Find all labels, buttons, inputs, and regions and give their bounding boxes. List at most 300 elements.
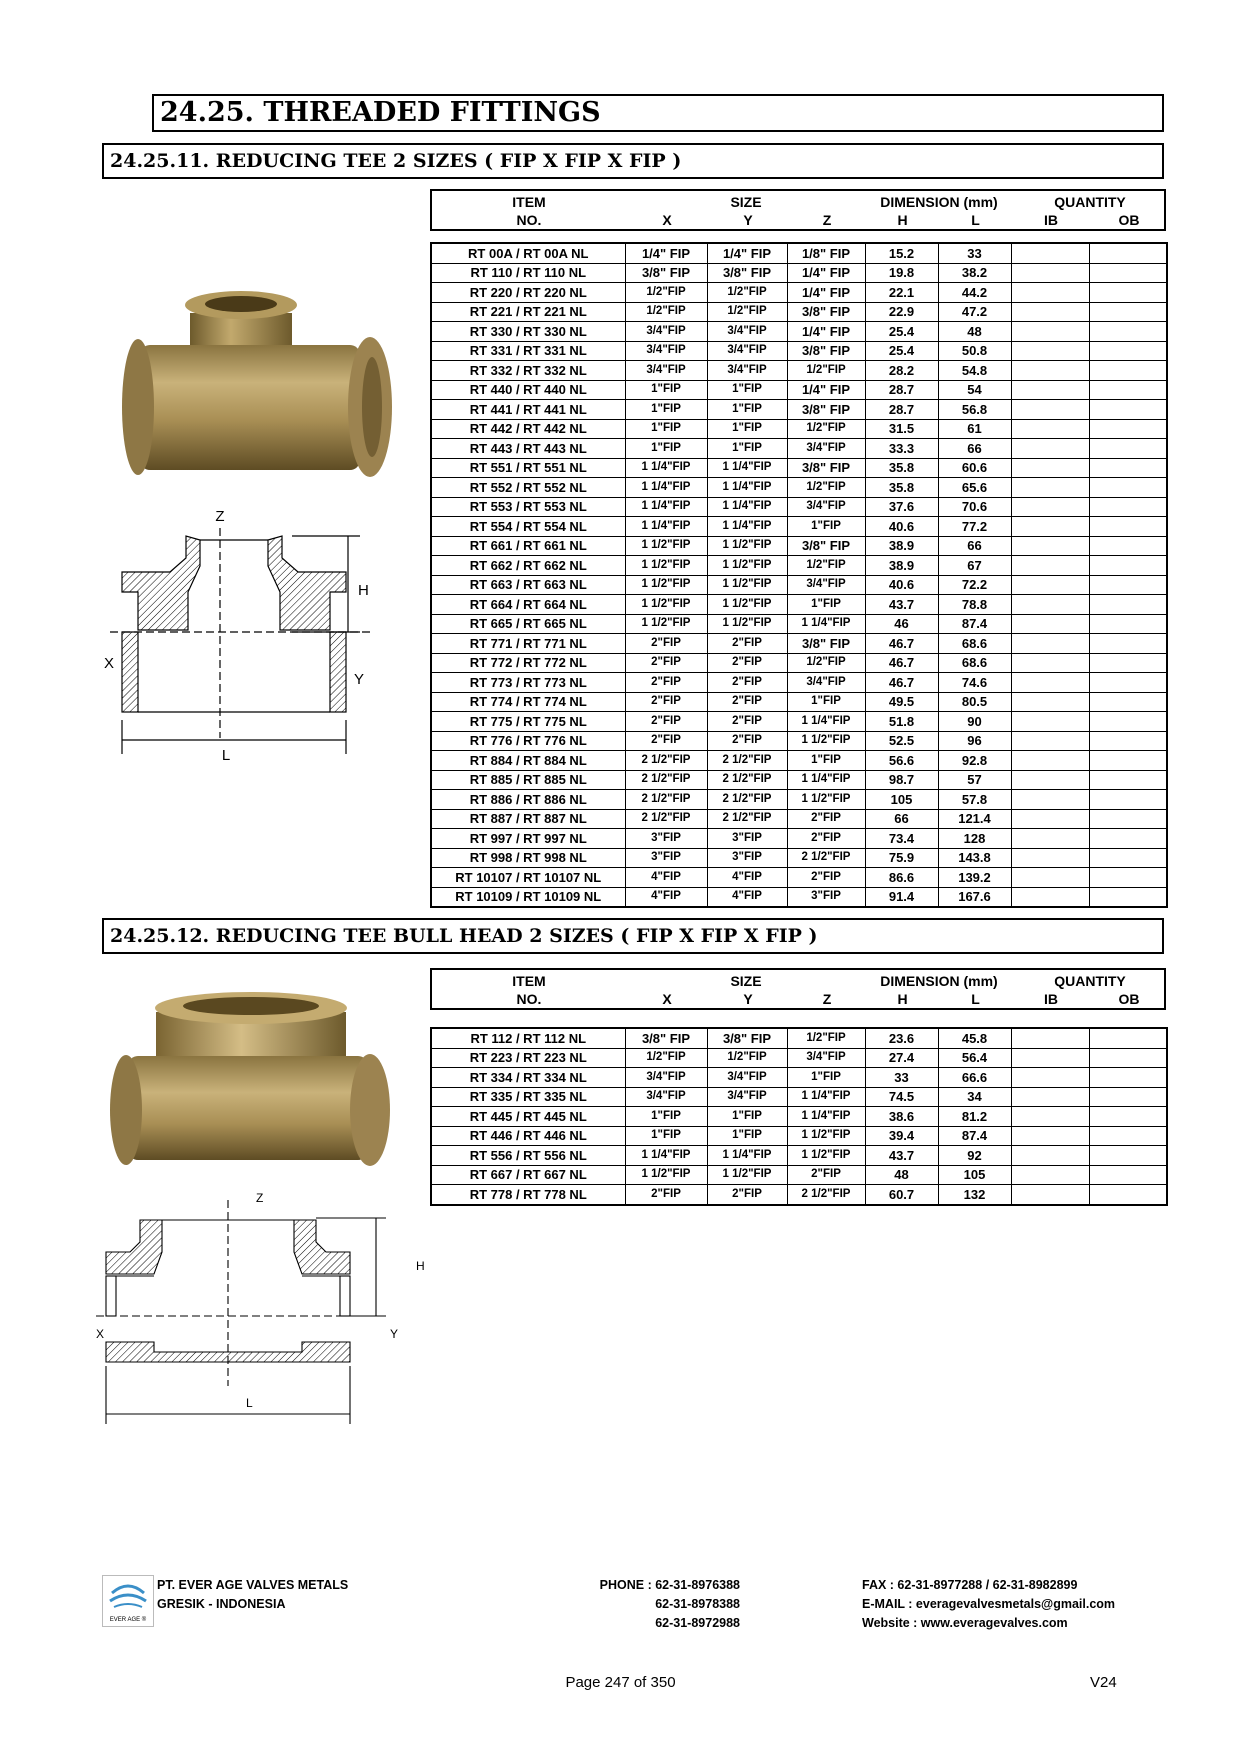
cell-item-no: RT 556 / RT 556 NL — [431, 1146, 625, 1166]
cell-item-no: RT 665 / RT 665 NL — [431, 614, 625, 634]
cell-size-x: 1/2"FIP — [625, 302, 707, 322]
cell-qty-ib[interactable] — [1011, 478, 1089, 498]
cell-qty-ib[interactable] — [1011, 790, 1089, 810]
cell-size-y: 1"FIP — [707, 400, 787, 420]
cell-qty-ib[interactable] — [1011, 1165, 1089, 1185]
cell-dim-l: 121.4 — [938, 809, 1011, 829]
cell-qty-ib[interactable] — [1011, 770, 1089, 790]
cell-dim-l: 80.5 — [938, 692, 1011, 712]
cell-dim-h: 91.4 — [865, 887, 938, 907]
cell-qty-ob[interactable] — [1089, 731, 1167, 751]
cell-size-z: 1"FIP — [787, 595, 865, 615]
cell-size-z: 3/8" FIP — [787, 536, 865, 556]
cell-qty-ib[interactable] — [1011, 1087, 1089, 1107]
footer-phone-3: 62-31-8972988 — [655, 1616, 740, 1630]
cell-dim-l: 34 — [938, 1087, 1011, 1107]
cell-qty-ib[interactable] — [1011, 1028, 1089, 1048]
cell-qty-ib[interactable] — [1011, 400, 1089, 420]
table-row — [431, 634, 1167, 654]
cell-size-z: 1 1/4"FIP — [787, 1107, 865, 1127]
cell-size-x: 2 1/2"FIP — [625, 770, 707, 790]
cell-size-x: 1 1/2"FIP — [625, 556, 707, 576]
cell-qty-ob[interactable] — [1089, 517, 1167, 537]
cell-size-x: 2 1/2"FIP — [625, 809, 707, 829]
table-row — [431, 575, 1167, 595]
cell-dim-h: 86.6 — [865, 868, 938, 888]
cell-qty-ib[interactable] — [1011, 653, 1089, 673]
table-row — [431, 868, 1167, 888]
cell-item-no: RT 551 / RT 551 NL — [431, 458, 625, 478]
table-row — [431, 458, 1167, 478]
cell-size-z: 3/8" FIP — [787, 458, 865, 478]
cell-qty-ib[interactable] — [1011, 263, 1089, 283]
cell-size-z: 1/4" FIP — [787, 380, 865, 400]
cell-qty-ib[interactable] — [1011, 322, 1089, 342]
cell-qty-ib[interactable] — [1011, 692, 1089, 712]
cell-item-no: RT 10107 / RT 10107 NL — [431, 868, 625, 888]
cell-size-y: 1 1/2"FIP — [707, 575, 787, 595]
cell-dim-h: 51.8 — [865, 712, 938, 732]
diagram1-label-z: Z — [215, 508, 225, 525]
cell-qty-ib[interactable] — [1011, 517, 1089, 537]
cell-size-x: 1 1/4"FIP — [625, 1146, 707, 1166]
table-row — [431, 712, 1167, 732]
header-z: Z — [822, 991, 832, 1007]
version-label: V24 — [1090, 1674, 1117, 1691]
header-item: ITEM — [512, 194, 546, 210]
cell-size-x: 3"FIP — [625, 848, 707, 868]
cell-dim-l: 139.2 — [938, 868, 1011, 888]
cell-qty-ob[interactable] — [1089, 1185, 1167, 1205]
cell-qty-ib[interactable] — [1011, 380, 1089, 400]
cell-size-z: 1"FIP — [787, 692, 865, 712]
cell-size-y: 1 1/4"FIP — [707, 478, 787, 498]
cell-dim-l: 56.4 — [938, 1048, 1011, 1068]
cell-size-y: 4"FIP — [707, 887, 787, 907]
footer-website[interactable]: Website : www.everagevalves.com — [862, 1616, 1068, 1630]
cell-qty-ib[interactable] — [1011, 595, 1089, 615]
cell-qty-ib[interactable] — [1011, 361, 1089, 381]
cell-size-x: 1"FIP — [625, 400, 707, 420]
cell-size-x: 1"FIP — [625, 380, 707, 400]
cell-qty-ob[interactable] — [1089, 458, 1167, 478]
cell-qty-ob[interactable] — [1089, 1028, 1167, 1048]
cell-qty-ib[interactable] — [1011, 731, 1089, 751]
cell-size-y: 3/4"FIP — [707, 1087, 787, 1107]
cell-size-z: 1 1/4"FIP — [787, 770, 865, 790]
cell-size-z: 3"FIP — [787, 887, 865, 907]
cell-size-y: 2 1/2"FIP — [707, 790, 787, 810]
cell-item-no: RT 330 / RT 330 NL — [431, 322, 625, 342]
page-title: 24.25. THREADED FITTINGS — [152, 94, 1164, 132]
cell-item-no: RT 442 / RT 442 NL — [431, 419, 625, 439]
cell-qty-ib[interactable] — [1011, 614, 1089, 634]
cell-item-no: RT 554 / RT 554 NL — [431, 517, 625, 537]
product-table-1 — [430, 242, 1168, 908]
cell-item-no: RT 10109 / RT 10109 NL — [431, 887, 625, 907]
cell-dim-l: 50.8 — [938, 341, 1011, 361]
cell-qty-ob[interactable] — [1089, 829, 1167, 849]
cell-dim-h: 27.4 — [865, 1048, 938, 1068]
cell-item-no: RT 667 / RT 667 NL — [431, 1165, 625, 1185]
cell-qty-ib[interactable] — [1011, 283, 1089, 303]
cell-qty-ib[interactable] — [1011, 848, 1089, 868]
table-row — [431, 1146, 1167, 1166]
cell-size-z: 1/2"FIP — [787, 1028, 865, 1048]
cell-size-x: 1 1/2"FIP — [625, 536, 707, 556]
cell-item-no: RT 661 / RT 661 NL — [431, 536, 625, 556]
cell-size-z: 1/2"FIP — [787, 653, 865, 673]
cell-size-z: 1/2"FIP — [787, 419, 865, 439]
cell-item-no: RT 771 / RT 771 NL — [431, 634, 625, 654]
table-row — [431, 419, 1167, 439]
cell-item-no: RT 887 / RT 887 NL — [431, 809, 625, 829]
cell-qty-ob[interactable] — [1089, 302, 1167, 322]
footer-company-block — [157, 1576, 348, 1614]
cell-item-no: RT 446 / RT 446 NL — [431, 1126, 625, 1146]
cell-qty-ib[interactable] — [1011, 556, 1089, 576]
cell-qty-ib[interactable] — [1011, 1185, 1089, 1205]
cell-size-y: 2 1/2"FIP — [707, 809, 787, 829]
cell-item-no: RT 220 / RT 220 NL — [431, 283, 625, 303]
cell-dim-h: 28.2 — [865, 361, 938, 381]
cell-size-z: 1"FIP — [787, 751, 865, 771]
cell-size-z: 1/4" FIP — [787, 322, 865, 342]
cell-size-x: 3/8" FIP — [625, 263, 707, 283]
header-dimension: DIMENSION (mm) — [880, 194, 998, 210]
diagram2-label-h: H — [416, 1259, 425, 1273]
cell-qty-ob[interactable] — [1089, 419, 1167, 439]
cell-size-x: 1 1/2"FIP — [625, 575, 707, 595]
cell-qty-ob[interactable] — [1089, 868, 1167, 888]
cell-qty-ob[interactable] — [1089, 283, 1167, 303]
cell-dim-h: 46.7 — [865, 653, 938, 673]
cell-qty-ob[interactable] — [1089, 361, 1167, 381]
cell-dim-h: 25.4 — [865, 341, 938, 361]
cell-dim-l: 61 — [938, 419, 1011, 439]
table-row — [431, 361, 1167, 381]
cell-qty-ob[interactable] — [1089, 673, 1167, 693]
cell-size-x: 1 1/2"FIP — [625, 1165, 707, 1185]
header-h: H — [897, 991, 908, 1007]
table-row — [431, 1028, 1167, 1048]
cell-qty-ib[interactable] — [1011, 341, 1089, 361]
cell-qty-ib[interactable] — [1011, 439, 1089, 459]
cell-qty-ob[interactable] — [1089, 614, 1167, 634]
cell-dim-l: 87.4 — [938, 1126, 1011, 1146]
cell-qty-ib[interactable] — [1011, 302, 1089, 322]
cell-size-z: 1/2"FIP — [787, 478, 865, 498]
cell-dim-l: 66 — [938, 439, 1011, 459]
table-row — [431, 829, 1167, 849]
cell-qty-ib[interactable] — [1011, 419, 1089, 439]
cell-dim-l: 67 — [938, 556, 1011, 576]
table-header-1 — [430, 189, 1166, 231]
cell-item-no: RT 00A / RT 00A NL — [431, 243, 625, 263]
cell-qty-ob[interactable] — [1089, 322, 1167, 342]
bull-head-tee-diagram — [96, 1190, 440, 1434]
cell-size-z: 1 1/2"FIP — [787, 790, 865, 810]
cell-qty-ob[interactable] — [1089, 790, 1167, 810]
cell-dim-h: 46 — [865, 614, 938, 634]
cell-qty-ib[interactable] — [1011, 1048, 1089, 1068]
cell-qty-ib[interactable] — [1011, 868, 1089, 888]
table-row — [431, 692, 1167, 712]
cell-dim-l: 44.2 — [938, 283, 1011, 303]
cell-qty-ob[interactable] — [1089, 575, 1167, 595]
table-row — [431, 283, 1167, 303]
cell-dim-l: 143.8 — [938, 848, 1011, 868]
cell-size-y: 1/2"FIP — [707, 1048, 787, 1068]
cell-size-y: 2"FIP — [707, 653, 787, 673]
header-x: X — [662, 212, 672, 228]
table-row — [431, 517, 1167, 537]
cell-size-z: 3/8" FIP — [787, 634, 865, 654]
header-x: X — [662, 991, 672, 1007]
cell-size-y: 1"FIP — [707, 439, 787, 459]
cell-qty-ob[interactable] — [1089, 1126, 1167, 1146]
cell-size-y: 1"FIP — [707, 1126, 787, 1146]
cell-dim-l: 54.8 — [938, 361, 1011, 381]
cell-size-x: 2 1/2"FIP — [625, 790, 707, 810]
cell-qty-ob[interactable] — [1089, 439, 1167, 459]
cell-size-z: 2"FIP — [787, 868, 865, 888]
diagram1-label-l: L — [221, 747, 231, 764]
diagram2-label-x: X — [96, 1327, 105, 1341]
cell-qty-ob[interactable] — [1089, 712, 1167, 732]
cell-size-x: 2"FIP — [625, 653, 707, 673]
cell-size-y: 3"FIP — [707, 829, 787, 849]
header-ob: OB — [1118, 991, 1140, 1007]
cell-item-no: RT 886 / RT 886 NL — [431, 790, 625, 810]
cell-qty-ob[interactable] — [1089, 536, 1167, 556]
cell-qty-ob[interactable] — [1089, 595, 1167, 615]
cell-dim-l: 132 — [938, 1185, 1011, 1205]
cell-qty-ib[interactable] — [1011, 497, 1089, 517]
footer-phone-2: 62-31-8978388 — [655, 1597, 740, 1611]
table-row — [431, 673, 1167, 693]
cell-qty-ob[interactable] — [1089, 1107, 1167, 1127]
cell-qty-ob[interactable] — [1089, 497, 1167, 517]
cell-qty-ob[interactable] — [1089, 263, 1167, 283]
table-row — [431, 653, 1167, 673]
table-row — [431, 322, 1167, 342]
table-row — [431, 614, 1167, 634]
footer-location: GRESIK - INDONESIA — [157, 1597, 286, 1611]
cell-size-y: 2"FIP — [707, 1185, 787, 1205]
cell-qty-ob[interactable] — [1089, 243, 1167, 263]
cell-size-y: 1"FIP — [707, 380, 787, 400]
cell-qty-ib[interactable] — [1011, 1107, 1089, 1127]
table-row — [431, 1165, 1167, 1185]
cell-size-x: 2"FIP — [625, 731, 707, 751]
cell-dim-h: 33 — [865, 1068, 938, 1088]
header-ib: IB — [1044, 212, 1058, 228]
cell-size-z: 2 1/2"FIP — [787, 848, 865, 868]
product-table-2 — [430, 1027, 1168, 1206]
cell-dim-l: 72.2 — [938, 575, 1011, 595]
cell-qty-ob[interactable] — [1089, 751, 1167, 771]
cell-dim-h: 37.6 — [865, 497, 938, 517]
cell-size-z: 3/4"FIP — [787, 439, 865, 459]
cell-qty-ob[interactable] — [1089, 1087, 1167, 1107]
cell-size-y: 3/4"FIP — [707, 1068, 787, 1088]
cell-qty-ob[interactable] — [1089, 400, 1167, 420]
cell-size-z: 2"FIP — [787, 1165, 865, 1185]
cell-qty-ob[interactable] — [1089, 556, 1167, 576]
cell-dim-l: 70.6 — [938, 497, 1011, 517]
cell-qty-ib[interactable] — [1011, 712, 1089, 732]
cell-size-z: 1 1/4"FIP — [787, 1087, 865, 1107]
cell-size-z: 3/4"FIP — [787, 575, 865, 595]
cell-dim-l: 68.6 — [938, 653, 1011, 673]
cell-item-no: RT 331 / RT 331 NL — [431, 341, 625, 361]
cell-item-no: RT 553 / RT 553 NL — [431, 497, 625, 517]
cell-size-x: 1"FIP — [625, 1107, 707, 1127]
cell-dim-h: 38.9 — [865, 556, 938, 576]
cell-qty-ib[interactable] — [1011, 751, 1089, 771]
cell-size-x: 1/4" FIP — [625, 243, 707, 263]
cell-dim-l: 57.8 — [938, 790, 1011, 810]
cell-qty-ob[interactable] — [1089, 634, 1167, 654]
cell-dim-h: 60.7 — [865, 1185, 938, 1205]
cell-qty-ob[interactable] — [1089, 380, 1167, 400]
cell-size-y: 1"FIP — [707, 419, 787, 439]
cell-size-x: 1/2"FIP — [625, 1048, 707, 1068]
cell-qty-ob[interactable] — [1089, 1165, 1167, 1185]
cell-dim-h: 19.8 — [865, 263, 938, 283]
cell-size-y: 1 1/2"FIP — [707, 556, 787, 576]
cell-size-y: 1/4" FIP — [707, 243, 787, 263]
cell-item-no: RT 441 / RT 441 NL — [431, 400, 625, 420]
table-row — [431, 536, 1167, 556]
cell-item-no: RT 110 / RT 110 NL — [431, 263, 625, 283]
cell-size-z: 3/4"FIP — [787, 673, 865, 693]
cell-qty-ib[interactable] — [1011, 458, 1089, 478]
cell-qty-ib[interactable] — [1011, 809, 1089, 829]
cell-item-no: RT 884 / RT 884 NL — [431, 751, 625, 771]
cell-dim-l: 167.6 — [938, 887, 1011, 907]
cell-item-no: RT 332 / RT 332 NL — [431, 361, 625, 381]
cell-dim-h: 43.7 — [865, 1146, 938, 1166]
cell-qty-ob[interactable] — [1089, 1146, 1167, 1166]
cell-item-no: RT 552 / RT 552 NL — [431, 478, 625, 498]
cell-size-z: 1 1/4"FIP — [787, 712, 865, 732]
table-row — [431, 302, 1167, 322]
cell-qty-ob[interactable] — [1089, 1048, 1167, 1068]
cell-size-z: 1 1/2"FIP — [787, 1146, 865, 1166]
bull-head-tee-photo — [108, 990, 394, 1174]
cell-qty-ib[interactable] — [1011, 887, 1089, 907]
cell-dim-l: 105 — [938, 1165, 1011, 1185]
cell-qty-ob[interactable] — [1089, 653, 1167, 673]
cell-item-no: RT 663 / RT 663 NL — [431, 575, 625, 595]
cell-qty-ob[interactable] — [1089, 809, 1167, 829]
diagram1-label-x: X — [104, 655, 115, 672]
cell-size-y: 1 1/2"FIP — [707, 614, 787, 634]
cell-dim-l: 47.2 — [938, 302, 1011, 322]
cell-size-y: 3/8" FIP — [707, 263, 787, 283]
cell-size-x: 3/4"FIP — [625, 1068, 707, 1088]
cell-dim-h: 22.9 — [865, 302, 938, 322]
cell-dim-l: 60.6 — [938, 458, 1011, 478]
cell-size-x: 2"FIP — [625, 1185, 707, 1205]
cell-size-y: 2"FIP — [707, 692, 787, 712]
footer-fax: FAX : 62-31-8977288 / 62-31-8982899 — [862, 1578, 1078, 1592]
cell-qty-ib[interactable] — [1011, 673, 1089, 693]
cell-qty-ib[interactable] — [1011, 1126, 1089, 1146]
cell-dim-h: 23.6 — [865, 1028, 938, 1048]
cell-dim-l: 65.6 — [938, 478, 1011, 498]
cell-qty-ob[interactable] — [1089, 478, 1167, 498]
cell-size-x: 1"FIP — [625, 439, 707, 459]
cell-size-y: 3/4"FIP — [707, 322, 787, 342]
cell-size-z: 1/2"FIP — [787, 556, 865, 576]
table-row — [431, 770, 1167, 790]
cell-qty-ib[interactable] — [1011, 536, 1089, 556]
cell-qty-ob[interactable] — [1089, 887, 1167, 907]
cell-size-z: 1/8" FIP — [787, 243, 865, 263]
diagram2-label-y: Y — [390, 1327, 399, 1341]
table-row — [431, 731, 1167, 751]
cell-size-y: 4"FIP — [707, 868, 787, 888]
table-row — [431, 263, 1167, 283]
cell-size-z: 3/8" FIP — [787, 302, 865, 322]
header-dimension: DIMENSION (mm) — [880, 973, 998, 989]
cell-size-z: 2 1/2"FIP — [787, 1185, 865, 1205]
cell-size-z: 1/2"FIP — [787, 361, 865, 381]
footer-email[interactable]: E-MAIL : everagevalvesmetals@gmail.com — [862, 1597, 1116, 1611]
cell-qty-ob[interactable] — [1089, 341, 1167, 361]
cell-qty-ib[interactable] — [1011, 634, 1089, 654]
cell-size-y: 1 1/2"FIP — [707, 1165, 787, 1185]
cell-size-x: 1 1/2"FIP — [625, 614, 707, 634]
cell-item-no: RT 772 / RT 772 NL — [431, 653, 625, 673]
diagram1-label-h: H — [358, 582, 369, 599]
cell-item-no: RT 223 / RT 223 NL — [431, 1048, 625, 1068]
cell-dim-l: 66 — [938, 536, 1011, 556]
cell-dim-h: 74.5 — [865, 1087, 938, 1107]
table-row — [431, 556, 1167, 576]
cell-size-z: 3/4"FIP — [787, 497, 865, 517]
cell-qty-ib[interactable] — [1011, 829, 1089, 849]
cell-qty-ob[interactable] — [1089, 770, 1167, 790]
cell-dim-h: 75.9 — [865, 848, 938, 868]
cell-qty-ob[interactable] — [1089, 848, 1167, 868]
cell-qty-ib[interactable] — [1011, 1146, 1089, 1166]
cell-size-y: 2"FIP — [707, 712, 787, 732]
cell-size-y: 1/2"FIP — [707, 283, 787, 303]
cell-qty-ob[interactable] — [1089, 692, 1167, 712]
table-row — [431, 848, 1167, 868]
cell-item-no: RT 778 / RT 778 NL — [431, 1185, 625, 1205]
cell-qty-ob[interactable] — [1089, 1068, 1167, 1088]
cell-item-no: RT 997 / RT 997 NL — [431, 829, 625, 849]
cell-qty-ib[interactable] — [1011, 575, 1089, 595]
cell-dim-h: 40.6 — [865, 575, 938, 595]
cell-size-x: 2"FIP — [625, 712, 707, 732]
cell-dim-l: 48 — [938, 322, 1011, 342]
table-row — [431, 380, 1167, 400]
cell-size-x: 2"FIP — [625, 634, 707, 654]
cell-size-x: 4"FIP — [625, 887, 707, 907]
cell-item-no: RT 443 / RT 443 NL — [431, 439, 625, 459]
cell-qty-ib[interactable] — [1011, 243, 1089, 263]
cell-dim-h: 46.7 — [865, 673, 938, 693]
cell-qty-ib[interactable] — [1011, 1068, 1089, 1088]
cell-dim-h: 43.7 — [865, 595, 938, 615]
header-y: Y — [743, 212, 753, 228]
